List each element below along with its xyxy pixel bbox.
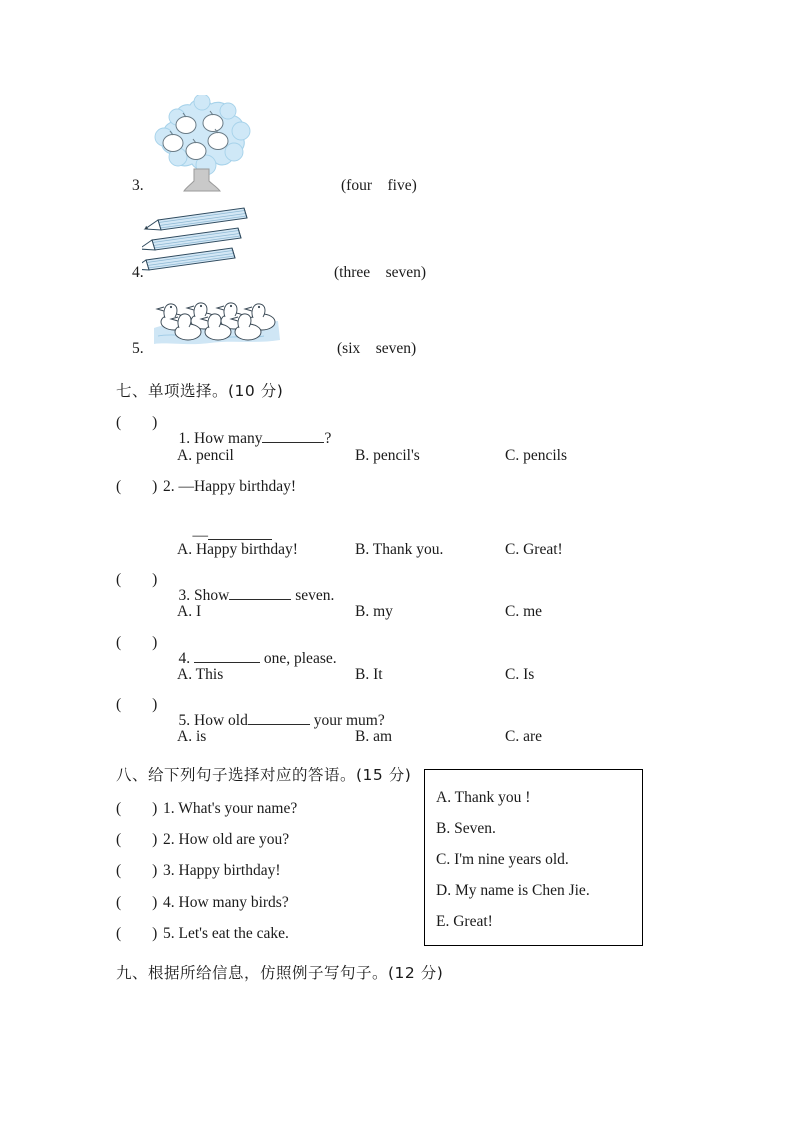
q4-stem-before: 4. bbox=[178, 649, 194, 667]
q2-option-c[interactable]: C. Great! bbox=[505, 541, 563, 558]
q4-bracket[interactable]: ( ) bbox=[116, 634, 158, 651]
match-q4-bracket[interactable]: ( ) bbox=[116, 894, 158, 911]
q5-option-a[interactable]: A. is bbox=[177, 728, 207, 745]
match-q2-bracket[interactable]: ( ) bbox=[116, 831, 158, 848]
q5-option-c[interactable]: C. are bbox=[505, 728, 543, 745]
answer-bank-option-b: B. Seven. bbox=[436, 820, 496, 837]
q4-option-b[interactable]: B. It bbox=[355, 666, 383, 683]
apple-tree-svg bbox=[150, 95, 255, 195]
q5-blank[interactable] bbox=[248, 713, 310, 725]
item-3-choices: (four five) bbox=[341, 177, 417, 194]
item-3-number: 3. bbox=[132, 177, 144, 194]
ducks-illustration bbox=[152, 296, 282, 350]
q3-option-b[interactable]: B. my bbox=[355, 603, 393, 620]
q3-option-a[interactable]: A. I bbox=[177, 603, 202, 620]
item-4-choices: (three seven) bbox=[334, 264, 427, 281]
q2-option-b[interactable]: B. Thank you. bbox=[355, 541, 444, 558]
q1-option-c[interactable]: C. pencils bbox=[505, 447, 567, 464]
match-q3-text: 3. Happy birthday! bbox=[163, 862, 281, 879]
match-q4-text: 4. How many birds? bbox=[163, 894, 289, 911]
q5-bracket[interactable]: ( ) bbox=[116, 696, 158, 713]
q3-bracket[interactable]: ( ) bbox=[116, 571, 158, 588]
match-q1-text: 1. What's your name? bbox=[163, 800, 298, 817]
q1-option-b[interactable]: B. pencil's bbox=[355, 447, 420, 464]
q3-stem-after: seven. bbox=[291, 586, 335, 604]
q3-blank[interactable] bbox=[229, 588, 291, 600]
q2-blank[interactable] bbox=[208, 528, 272, 540]
q4-option-c[interactable]: C. Is bbox=[505, 666, 535, 683]
q2-option-a[interactable]: A. Happy birthday! bbox=[177, 541, 298, 558]
match-q5-bracket[interactable]: ( ) bbox=[116, 925, 158, 942]
answer-bank-option-d: D. My name is Chen Jie. bbox=[436, 882, 590, 899]
answer-bank-option-a: A. Thank you ! bbox=[436, 789, 531, 806]
item-5-number: 5. bbox=[132, 340, 144, 357]
match-q1-bracket[interactable]: ( ) bbox=[116, 800, 158, 817]
exercise-nine-heading: 九、根据所给信息，仿照例子写句子。(12 分) bbox=[116, 964, 444, 982]
match-q2-text: 2. How old are you? bbox=[163, 831, 290, 848]
q3-stem-before: 3. Show bbox=[178, 586, 230, 604]
q5-stem-after: your mum? bbox=[309, 711, 385, 729]
item-5-choices: (six seven) bbox=[337, 340, 417, 357]
q2-dash: — bbox=[192, 526, 208, 544]
q1-stem-after: ? bbox=[324, 429, 332, 447]
q3-option-c[interactable]: C. me bbox=[505, 603, 543, 620]
q2-stem: 2. —Happy birthday! bbox=[163, 478, 297, 495]
q4-blank[interactable] bbox=[194, 651, 260, 663]
q4-option-a[interactable]: A. This bbox=[177, 666, 224, 683]
answer-bank-option-c: C. I'm nine years old. bbox=[436, 851, 569, 868]
item-4-number: 4. bbox=[132, 264, 144, 281]
match-q3-bracket[interactable]: ( ) bbox=[116, 862, 158, 879]
exercise-eight-heading: 八、给下列句子选择对应的答语。(15 分) bbox=[116, 766, 412, 784]
q1-stem-before: 1. How many bbox=[178, 429, 263, 447]
apple-tree-illustration bbox=[150, 95, 255, 195]
q5-option-b[interactable]: B. am bbox=[355, 728, 393, 745]
q1-bracket[interactable]: ( ) bbox=[116, 414, 158, 431]
answer-bank-option-e: E. Great! bbox=[436, 913, 493, 930]
exercise-seven-heading: 七、单项选择。(10 分) bbox=[116, 382, 284, 400]
pencils-illustration bbox=[142, 204, 262, 272]
match-q5-text: 5. Let's eat the cake. bbox=[163, 925, 289, 942]
q1-option-a[interactable]: A. pencil bbox=[177, 447, 234, 464]
q5-stem-before: 5. How old bbox=[178, 711, 248, 729]
q1-blank[interactable] bbox=[262, 431, 324, 443]
answer-bank-box bbox=[424, 769, 643, 946]
ducks-svg bbox=[152, 296, 282, 350]
q2-bracket[interactable]: ( ) bbox=[116, 478, 158, 495]
pencils-svg bbox=[142, 204, 262, 272]
q4-stem-after: one, please. bbox=[260, 649, 337, 667]
